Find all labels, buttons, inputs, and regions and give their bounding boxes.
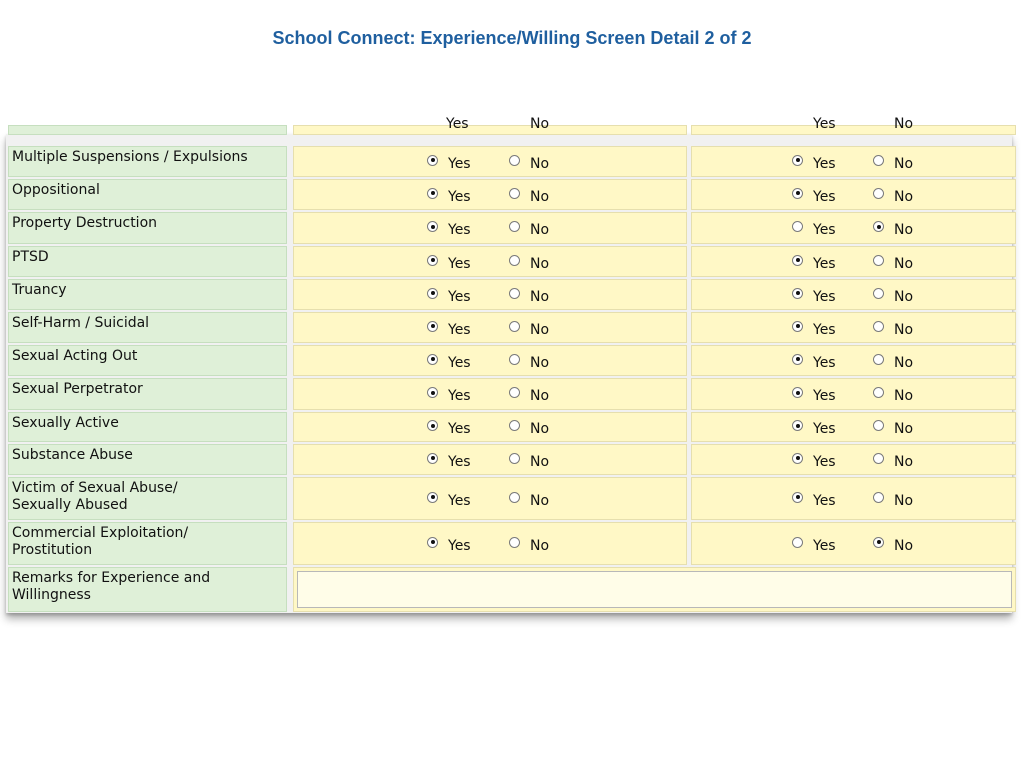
- radio-no-label: No: [894, 354, 914, 371]
- radio-circle[interactable]: [509, 188, 520, 199]
- radio-no-label: No: [894, 188, 914, 205]
- option-cell-b: [691, 522, 1016, 565]
- radio-circle[interactable]: [873, 453, 884, 464]
- radio-no-label: No: [530, 188, 550, 205]
- option-cell-a: [293, 477, 687, 520]
- yes-no-radio-group: [692, 385, 1015, 403]
- radio-circle[interactable]: [792, 321, 803, 332]
- partial-no-text: No: [530, 116, 550, 132]
- yes-no-radio-group: [294, 219, 686, 237]
- radio-yes-label: Yes: [813, 255, 836, 272]
- yes-no-radio-group: [294, 418, 686, 436]
- question-label: Sexually Active: [8, 412, 287, 442]
- radio-yes-label: Yes: [448, 321, 471, 338]
- yes-no-radio-group: [294, 385, 686, 403]
- radio-circle[interactable]: [509, 537, 520, 548]
- radio-circle[interactable]: [427, 387, 438, 398]
- radio-circle[interactable]: [792, 387, 803, 398]
- radio-yes-label: Yes: [813, 321, 836, 338]
- question-row: [6, 476, 1012, 521]
- radio-no-label: No: [530, 222, 550, 238]
- yes-no-radio-group: [294, 319, 686, 337]
- radio-circle[interactable]: [792, 188, 803, 199]
- radio-circle[interactable]: [792, 420, 803, 431]
- radio-circle[interactable]: [873, 155, 884, 166]
- option-cell-a: [293, 146, 687, 177]
- option-cell-a: [293, 312, 687, 343]
- radio-circle[interactable]: [792, 155, 803, 166]
- radio-no-label: No: [530, 537, 550, 554]
- option-cell-b: [691, 477, 1016, 520]
- option-cell-b: [691, 378, 1016, 410]
- question-row: [6, 443, 1012, 476]
- yes-no-radio-group: [294, 186, 686, 204]
- radio-no-label: No: [894, 492, 914, 509]
- radio-circle[interactable]: [509, 492, 520, 503]
- radio-circle[interactable]: [792, 221, 803, 232]
- radio-circle[interactable]: [427, 354, 438, 365]
- option-cell-a: [293, 522, 687, 565]
- partial-no-text: No: [894, 116, 914, 132]
- radio-circle[interactable]: [792, 288, 803, 299]
- radio-yes-label: Yes: [448, 537, 471, 554]
- question-label: Oppositional: [8, 179, 287, 210]
- experience-willing-form: [6, 116, 1012, 613]
- radio-no-label: No: [894, 321, 914, 338]
- radio-yes-label: Yes: [813, 188, 836, 205]
- question-label: Commercial Exploitation/ Prostitution: [8, 522, 287, 565]
- question-row: [6, 145, 1012, 178]
- radio-circle[interactable]: [792, 492, 803, 503]
- radio-circle[interactable]: [792, 537, 803, 548]
- radio-no-label: No: [530, 492, 550, 509]
- yes-no-radio-group: [692, 153, 1015, 171]
- radio-yes-label: Yes: [813, 421, 836, 437]
- option-cell-b: [691, 444, 1016, 475]
- radio-no-label: No: [894, 453, 914, 470]
- radio-yes-label: Yes: [813, 155, 836, 172]
- radio-circle[interactable]: [792, 453, 803, 464]
- radio-circle[interactable]: [509, 354, 520, 365]
- remarks-row: [6, 566, 1012, 613]
- question-row: [6, 411, 1012, 443]
- radio-circle[interactable]: [873, 288, 884, 299]
- radio-circle[interactable]: [427, 155, 438, 166]
- radio-circle[interactable]: [873, 221, 884, 232]
- option-cell-a: [293, 444, 687, 475]
- question-label: Multiple Suspensions / Expulsions: [8, 146, 287, 177]
- radio-circle[interactable]: [509, 387, 520, 398]
- radio-no-label: No: [894, 288, 914, 305]
- radio-circle[interactable]: [873, 492, 884, 503]
- option-cell-b: [691, 312, 1016, 343]
- radio-circle[interactable]: [873, 387, 884, 398]
- radio-no-label: No: [894, 255, 914, 272]
- radio-circle[interactable]: [873, 255, 884, 266]
- radio-yes-label: Yes: [813, 354, 836, 371]
- option-cell-a: [293, 378, 687, 410]
- radio-circle[interactable]: [427, 420, 438, 431]
- radio-no-label: No: [530, 453, 550, 470]
- radio-yes-label: Yes: [813, 537, 836, 554]
- yes-no-radio-group: [294, 535, 686, 553]
- yes-no-radio-group: [294, 153, 686, 171]
- partial-option-cell-b: [691, 116, 1016, 135]
- radio-circle[interactable]: [873, 354, 884, 365]
- radio-no-label: No: [530, 354, 550, 371]
- radio-yes-label: Yes: [813, 222, 836, 238]
- partial-previous-row: [6, 116, 1012, 136]
- radio-yes-label: Yes: [448, 288, 471, 305]
- radio-circle[interactable]: [427, 188, 438, 199]
- question-label: Substance Abuse: [8, 444, 287, 475]
- yes-no-radio-group: [692, 219, 1015, 237]
- remarks-textarea[interactable]: [297, 571, 1012, 608]
- question-row: [6, 344, 1012, 377]
- yes-no-radio-group: [692, 535, 1015, 553]
- radio-yes-label: Yes: [448, 155, 471, 172]
- radio-circle[interactable]: [427, 537, 438, 548]
- partial-yes-text: Yes: [813, 116, 836, 132]
- yes-no-radio-group: [692, 418, 1015, 436]
- radio-no-label: No: [894, 421, 914, 437]
- option-cell-b: [691, 279, 1016, 310]
- yes-no-radio-group: [294, 490, 686, 508]
- question-row: [6, 278, 1012, 311]
- radio-circle[interactable]: [509, 221, 520, 232]
- radio-yes-label: Yes: [813, 492, 836, 509]
- question-label: PTSD: [8, 246, 287, 277]
- question-label: Sexual Perpetrator: [8, 378, 287, 410]
- radio-no-label: No: [894, 222, 914, 238]
- yes-no-radio-group: [692, 352, 1015, 370]
- question-label: Sexual Acting Out: [8, 345, 287, 376]
- yes-no-radio-group: [692, 319, 1015, 337]
- question-row: [6, 311, 1012, 344]
- partial-option-cell-a: [293, 116, 687, 135]
- radio-yes-label: Yes: [813, 288, 836, 305]
- remarks-label: Remarks for Experience and Willingness: [8, 567, 287, 612]
- question-row: [6, 211, 1012, 245]
- radio-yes-label: Yes: [448, 492, 471, 509]
- radio-yes-label: Yes: [448, 453, 471, 470]
- option-cell-a: [293, 412, 687, 442]
- remarks-cell: [293, 567, 1016, 612]
- yes-no-radio-group: [692, 253, 1015, 271]
- radio-yes-label: Yes: [813, 388, 836, 404]
- option-cell-b: [691, 345, 1016, 376]
- radio-yes-label: Yes: [448, 388, 471, 404]
- option-cell-b: [691, 412, 1016, 442]
- radio-no-label: No: [894, 388, 914, 404]
- radio-circle[interactable]: [427, 453, 438, 464]
- yes-no-radio-group: [294, 451, 686, 469]
- radio-circle[interactable]: [873, 537, 884, 548]
- radio-yes-label: Yes: [448, 188, 471, 205]
- partial-yes-text: Yes: [446, 116, 469, 132]
- radio-no-label: No: [530, 155, 550, 172]
- radio-no-label: No: [530, 288, 550, 305]
- radio-yes-label: Yes: [448, 222, 471, 238]
- radio-no-label: No: [530, 388, 550, 404]
- yes-no-radio-group: [294, 352, 686, 370]
- radio-no-label: No: [894, 537, 914, 554]
- yes-no-radio-group: [294, 253, 686, 271]
- option-cell-a: [293, 179, 687, 210]
- option-cell-a: [293, 246, 687, 277]
- yes-no-radio-group: [692, 186, 1015, 204]
- question-row: [6, 178, 1012, 211]
- radio-no-label: No: [530, 255, 550, 272]
- yes-no-radio-group: [692, 286, 1015, 304]
- option-cell-a: [293, 279, 687, 310]
- question-label: Self-Harm / Suicidal: [8, 312, 287, 343]
- radio-circle[interactable]: [427, 221, 438, 232]
- option-cell-b: [691, 212, 1016, 244]
- question-row: [6, 245, 1012, 278]
- radio-yes-label: Yes: [448, 421, 471, 437]
- radio-no-label: No: [894, 155, 914, 172]
- radio-circle[interactable]: [873, 321, 884, 332]
- radio-circle[interactable]: [509, 321, 520, 332]
- yes-no-radio-group: [692, 490, 1015, 508]
- radio-circle[interactable]: [792, 354, 803, 365]
- partial-label-cell: [8, 125, 287, 135]
- radio-circle[interactable]: [509, 288, 520, 299]
- radio-yes-label: Yes: [813, 453, 836, 470]
- option-cell-a: [293, 345, 687, 376]
- question-row: [6, 377, 1012, 411]
- radio-circle[interactable]: [509, 155, 520, 166]
- option-cell-b: [691, 179, 1016, 210]
- radio-circle[interactable]: [792, 255, 803, 266]
- radio-circle[interactable]: [873, 420, 884, 431]
- question-label: Property Destruction: [8, 212, 287, 244]
- option-cell-a: [293, 212, 687, 244]
- radio-circle[interactable]: [509, 420, 520, 431]
- radio-circle[interactable]: [427, 255, 438, 266]
- yes-no-radio-group: [692, 451, 1015, 469]
- radio-yes-label: Yes: [448, 255, 471, 272]
- question-label: Victim of Sexual Abuse/ Sexually Abused: [8, 477, 287, 520]
- radio-no-label: No: [530, 421, 550, 437]
- slide-title: School Connect: Experience/Willing Screen Detail 2 of 2: [272, 28, 752, 48]
- question-row: [6, 521, 1012, 566]
- radio-circle[interactable]: [509, 255, 520, 266]
- radio-circle[interactable]: [427, 492, 438, 503]
- radio-circle[interactable]: [427, 288, 438, 299]
- radio-yes-label: Yes: [448, 354, 471, 371]
- option-cell-b: [691, 146, 1016, 177]
- radio-circle[interactable]: [873, 188, 884, 199]
- option-cell-b: [691, 246, 1016, 277]
- yes-no-radio-group: [294, 286, 686, 304]
- radio-circle[interactable]: [427, 321, 438, 332]
- radio-no-label: No: [530, 321, 550, 338]
- radio-circle[interactable]: [509, 453, 520, 464]
- question-label: Truancy: [8, 279, 287, 310]
